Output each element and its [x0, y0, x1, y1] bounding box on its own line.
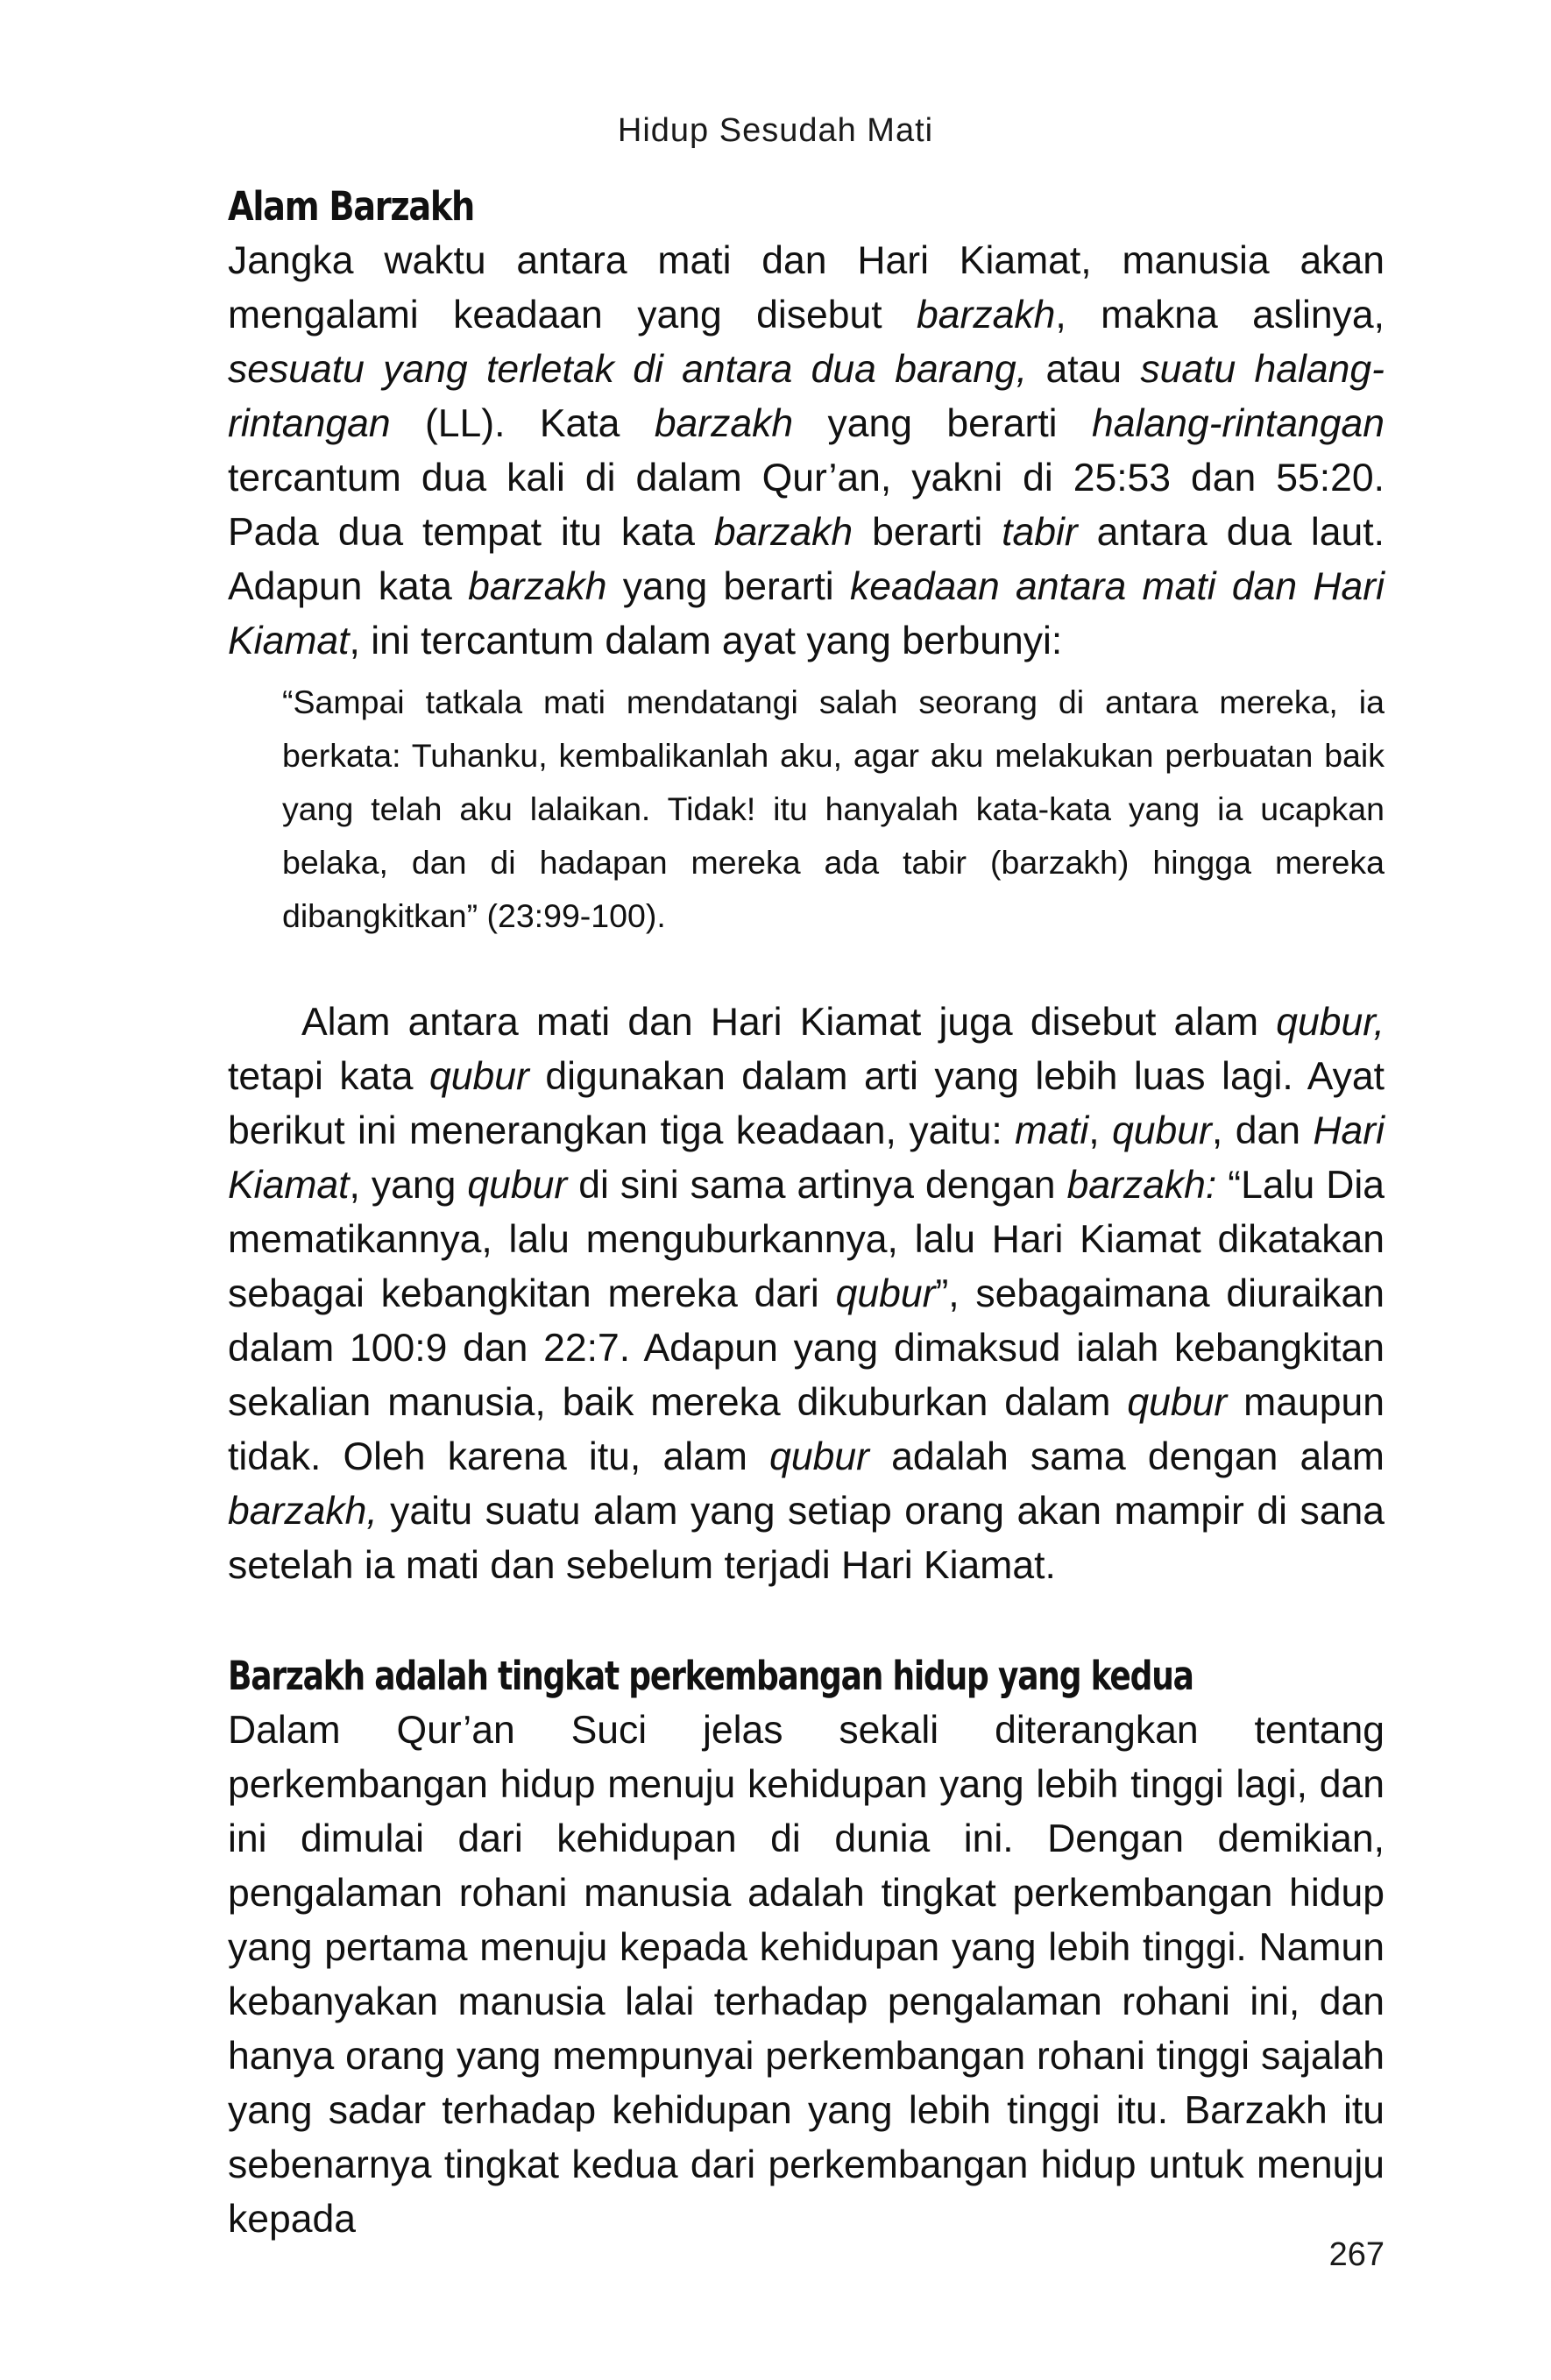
paragraph-alam-qubur: Alam antara mati dan Hari Kiamat juga disebut alam qubur, tetapi kata qubur digunakan dalam arti yang lebih luas lagi. Ayat berikut ini menerangkan tiga keadaan, yaitu: mati, qubur, dan Hari Kiamat, yang qubur di sini sama artinya dengan barzakh: “Lalu Dia mematikannya, lalu menguburkannya, lalu Hari Kiamat dikatakan sebagai kebangkitan mereka dari qubur”, sebagaimana diuraikan dalam 100:9 dan 22:7. Adapun yang dimaksud ialah kebangkitan sekalian manusia, baik mereka dikuburkan dalam qubur maupun tidak. Oleh karena itu, alam qubur adalah sama dengan alam barzakh, yaitu suatu alam yang setiap orang akan mampir di sana setelah ia mati dan sebelum terjadi Hari Kiamat. — [228, 1001, 1385, 1587]
paragraph-barzakh-definition: Jangka waktu antara mati dan Hari Kiamat, manusia akan mengalami keadaan yang disebut barzakh, makna aslinya, sesuatu yang terletak di antara dua barang, atau suatu halang- rintangan (LL). Kata barzakh yang berarti halang-rintangan tercantum dua kali di dalam Qur’an, yakni di 25:53 dan 55:20. Pada dua tempat itu kata barzakh berarti tabir antara dua laut. Adapun kata barzakh yang berarti keadaan antara mati dan Hari Kiamat, ini tercantum dalam ayat yang berbunyi: — [228, 239, 1385, 662]
running-header: Hidup Sesudah Mati — [617, 112, 934, 149]
page-number: 267 — [1328, 2236, 1385, 2273]
quran-quote: “Sampai tatkala mati mendatangi salah seorang di antara mereka, ia berkata: Tuhanku, kembalikanlah aku, agar aku melakukan perbuatan baik yang telah aku lalaikan. Tidak! itu hanyalah kata-kata yang ia ucapkan belaka, dan di hadapan mereka ada tabir (barzakh) hingga mereka dibangkitkan” (23:99-100). — [282, 684, 1385, 934]
page-content — [228, 180, 1385, 2247]
section-heading-tingkat-kedua: Barzakh adalah tingkat perkembangan hidup yang kedua — [228, 1653, 1193, 1699]
section-heading-alam-barzakh: Alam Barzakh — [228, 183, 474, 230]
paragraph-perkembangan-hidup: Dalam Qur’an Suci jelas sekali diterangkan tentang perkembangan hidup menuju kehidupan yang lebih tinggi lagi, dan ini dimulai dari kehidupan di dunia ini. Dengan demikian, pengalaman rohani manusia adalah tingkat perkembangan hidup yang pertama menuju kepada kehidupan yang lebih tinggi. Namun kebanyakan manusia lalai terhadap pengalaman rohani ini, dan hanya orang yang mempunyai perkembangan rohani tinggi sajalah yang sadar terhadap kehidupan yang lebih tinggi itu. Barzakh itu sebenarnya tingkat kedua dari perkembangan hidup untuk menuju kepada — [228, 1709, 1385, 2241]
